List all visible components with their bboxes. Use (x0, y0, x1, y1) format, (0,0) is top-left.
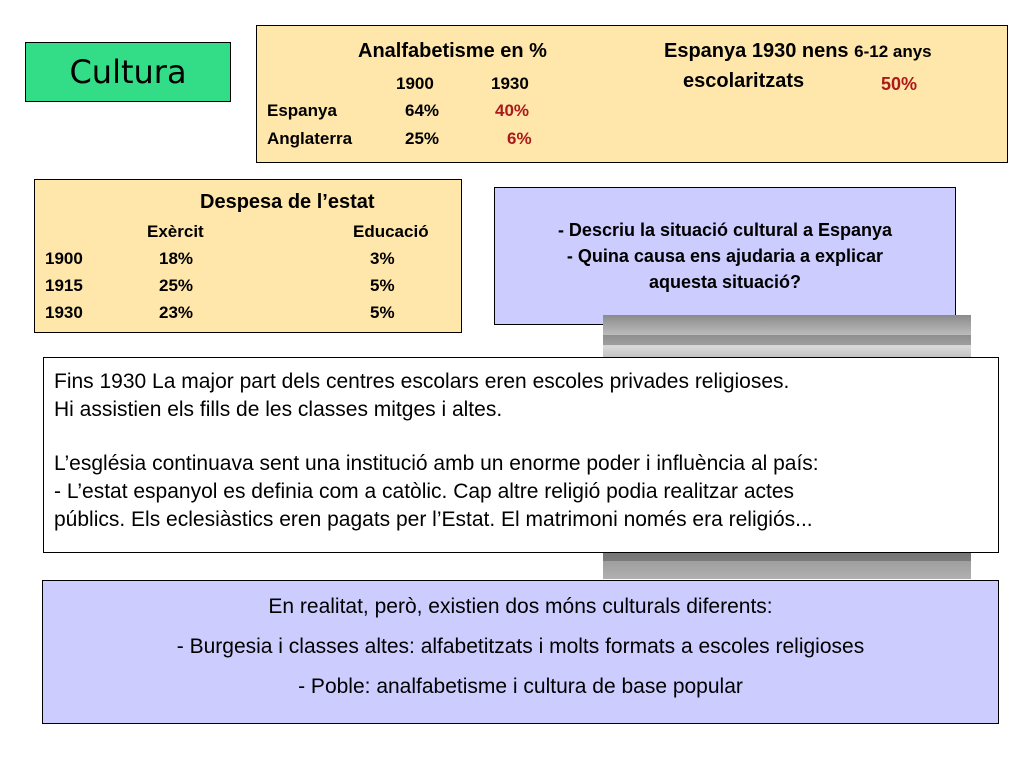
question-line: aquesta situació? (648, 272, 802, 292)
question-line: - Descriu la situació cultural a Espanya (557, 220, 893, 240)
education-value: 5% (370, 276, 395, 295)
info-line: públics. Els eclesiàstics eren pagats per l’Estat. El matrimoni només era religiós... (54, 508, 813, 531)
education-value: 5% (370, 303, 395, 322)
questions-panel (494, 187, 956, 325)
illiteracy-value-1900: 64% (405, 101, 440, 120)
year-label: 1915 (45, 276, 83, 295)
question-line: - Quina causa ens ajudaria a explicar (566, 246, 884, 266)
info-panel (43, 357, 999, 553)
illiteracy-heading: Analfabetisme en % (358, 40, 547, 62)
conclusion-line: En realitat, però, existien dos móns culturals diferents: (268, 595, 773, 618)
year-label: 1930 (45, 303, 83, 322)
schooling-value: 50% (881, 74, 918, 94)
year-1930-header: 1930 (491, 74, 529, 93)
schooling-heading-age: 6-12 anys (854, 42, 932, 61)
illiteracy-value-1930: 40% (495, 101, 530, 120)
page-title: Cultura (25, 42, 231, 102)
conclusion-line: - Burgesia i classes altes: alfabetitzats i molts formats a escoles religioses (176, 635, 865, 658)
army-value: 18% (159, 249, 194, 268)
info-line: - L’estat espanyol es definia com a catòlic. Cap altre religió podia realitzar actes (54, 480, 795, 503)
conclusion-line: - Poble: analfabetisme i cultura de base popular (298, 675, 743, 698)
info-line: Hi assistien els fills de les classes mitges i altes. (54, 398, 503, 421)
schooling-label: escolaritzats (683, 70, 805, 92)
illiteracy-value-1930: 6% (507, 129, 532, 148)
info-line: L’església continuava sent una institució amb un enorme poder i influència al país: (54, 452, 819, 475)
conclusion-panel (42, 580, 999, 724)
schooling-heading (664, 40, 932, 63)
education-value: 3% (370, 249, 395, 268)
info-line: Fins 1930 La major part dels centres escolars eren escoles privades religioses. (54, 370, 790, 393)
country-label: Anglaterra (267, 129, 353, 148)
country-label: Espanya (267, 101, 337, 120)
illiteracy-panel (256, 25, 1008, 163)
army-column-header: Exèrcit (147, 222, 204, 241)
army-value: 23% (159, 303, 194, 322)
schooling-heading-main: Espanya 1930 nens (664, 40, 849, 62)
spending-panel (34, 179, 462, 333)
year-1900-header: 1900 (396, 74, 434, 93)
education-column-header: Educació (353, 222, 429, 241)
illiteracy-value-1900: 25% (405, 129, 440, 148)
spending-heading: Despesa de l’estat (200, 191, 375, 213)
year-label: 1900 (45, 249, 83, 268)
army-value: 25% (159, 276, 194, 295)
